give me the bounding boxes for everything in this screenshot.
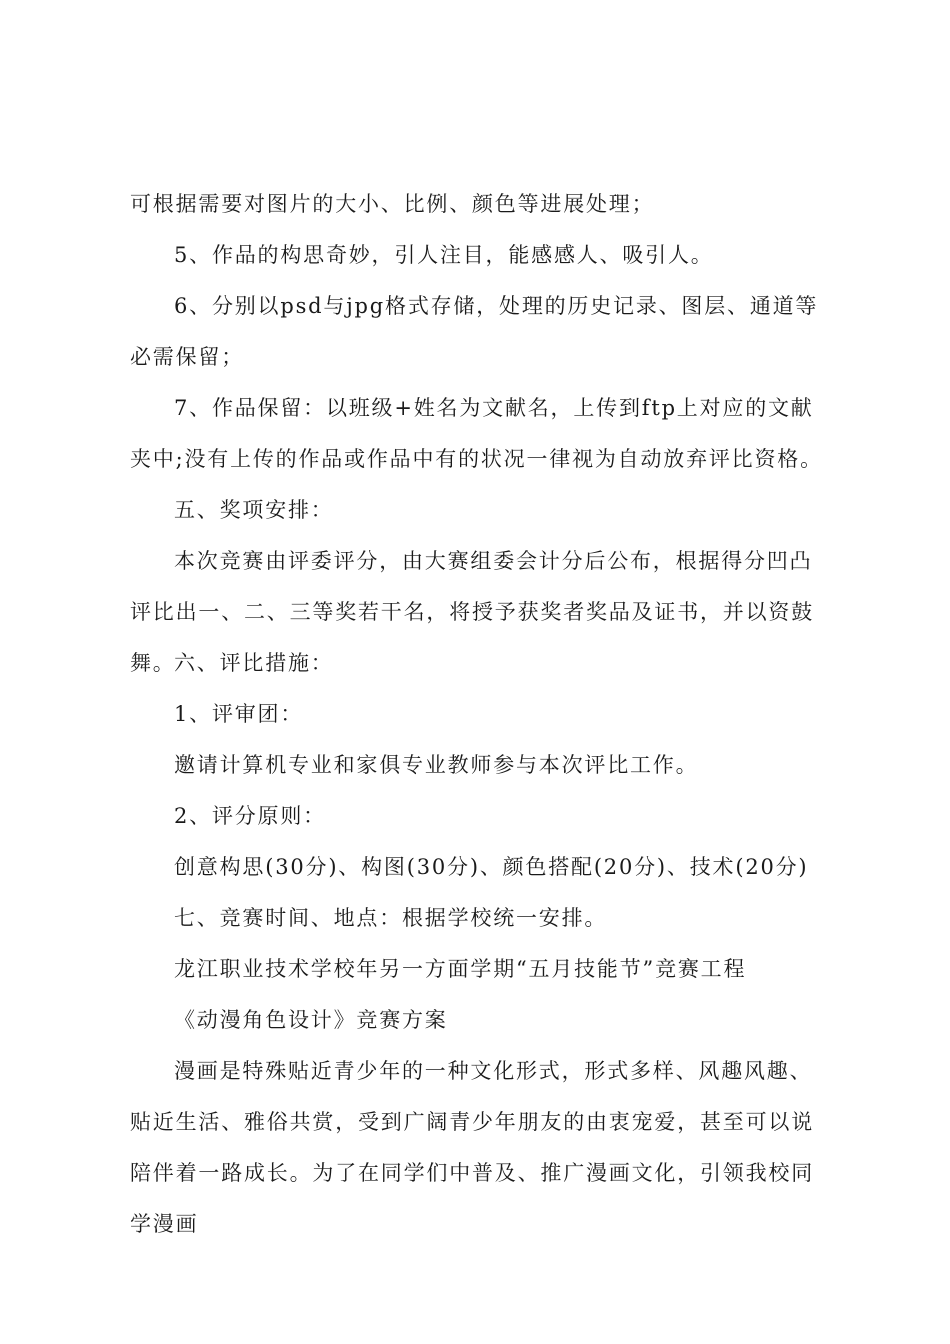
paragraph-item-5: 5、作品的构思奇妙，引人注目，能感感人、吸引人。 (174, 243, 714, 267)
paragraph-awards: 本次竞赛由评委评分，由大赛组委会计分后公布，根据得分凹凸评比出一、二、三等奖若干名，将授予获奖者奖品及证书，并以资鼓舞。 (130, 549, 814, 675)
paragraph-image-processing: 可根据需要对图片的大小、比例、颜色等进展处理； (130, 192, 655, 216)
document-title-plan: 《动漫角色设计》竞赛方案 (174, 1008, 448, 1032)
subheading-judges: 1、评审团： (174, 702, 304, 726)
section-heading-time-place: 七、竞赛时间、地点：根据学校统一安排。 (174, 906, 608, 930)
paragraph-item-6: 6、分别以psd与jpg格式存储，处理的历史记录、图层、通道等必需保留； (130, 294, 819, 369)
paragraph-scoring: 创意构思(30分)、构图(30分)、颜色搭配(20分)、技术(20分) (174, 855, 809, 879)
subheading-scoring: 2、评分原则： (174, 804, 326, 828)
document-title-school: 龙江职业技术学校年另一方面学期“五月技能节”竞赛工程 (174, 957, 747, 981)
paragraph-judges: 邀请计算机专业和家俱专业教师参与本次评比工作。 (174, 753, 699, 777)
section-heading-evaluation: 六、评比措施： (174, 651, 334, 675)
paragraph-intro: 漫画是特殊贴近青少年的一种文化形式，形式多样、风趣风趣、贴近生活、雅俗共赏，受到广阔青少年朋友的由衷宠爱，甚至可以说陪伴着一路成长。为了在同学们中普及、推广漫画文化，引领我校同学漫画 (130, 1059, 814, 1236)
paragraph-item-7: 7、作品保留：以班级+姓名为文献名，上传到ftp上对应的文献夹中;没有上传的作品或作品中有的状况一律视为自动放弃评比资格。 (130, 396, 823, 471)
section-heading-awards: 五、奖项安排： (174, 498, 334, 522)
